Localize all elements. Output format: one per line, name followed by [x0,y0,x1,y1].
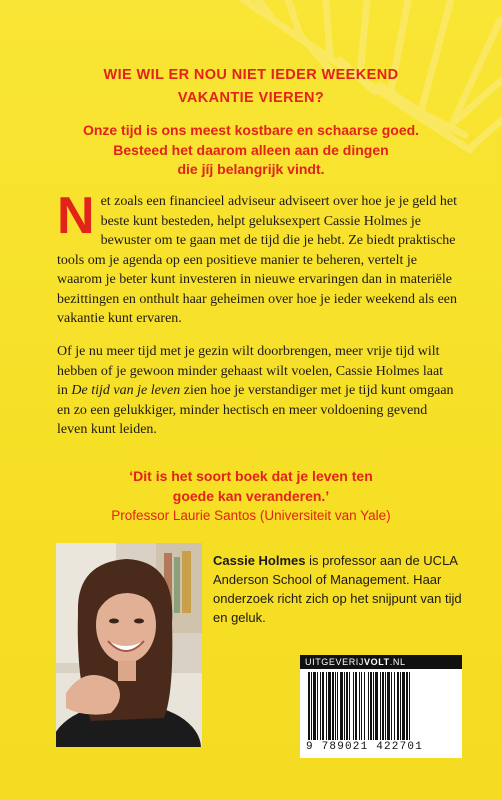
body-paragraph-1-text: et zoals een financieel adviseur adviseert over hoe je je geld het beste kunt besteden, helpt geluksexpert Cassie Holmes je bewuster om te gaan met de tijd die je hebt. Ze biedt praktische tools om je agenda op een positieve manier te beheren, vertelt je waarom je beter kunt investeren in nieuwe ervaringen dan in materiële bezittingen en onthult haar geheimen over hoe je ieder weekend als een vakantie kunt ervaren. [57,194,458,326]
publisher-prefix: UITGEVERIJ [305,657,365,667]
barcode-bar [361,672,362,740]
barcode-bar [370,672,372,740]
barcode-bar [402,672,405,740]
barcode-bar [400,672,401,740]
isbn-barcode [306,672,456,740]
barcode-bar [359,672,360,740]
intro-line-2: Besteed het daarom alleen aan de dingen [113,141,389,158]
barcode-bar [397,672,399,740]
author-bio [213,551,463,627]
barcode-bar [409,672,410,740]
barcode-bar [380,672,381,740]
author-photo [56,543,202,747]
intro-line-1: Onze tijd is ons meest kostbare en schaarse goed. [82,122,420,138]
barcode-bar [353,672,354,740]
barcode-bar [340,672,343,740]
barcode-bar [391,672,392,740]
barcode-bar [332,672,334,740]
barcode-bar [364,672,365,740]
body-paragraph-1 [57,187,458,329]
publisher-banner [300,655,462,669]
barcode-bar [385,672,386,740]
drop-cap: N [57,187,95,245]
blurb-quote-line-2: goede kan veranderen.’ [172,487,330,504]
barcode-bar [313,672,316,740]
book-title-italic: De tijd van je leven [71,383,181,398]
headline [40,64,462,110]
barcode-bar [375,672,378,740]
barcode-bar [322,672,324,740]
headline-line-2: VAKANTIE VIEREN? [177,90,325,106]
barcode-bar [368,672,369,740]
author-name: Cassie Holmes [213,553,306,568]
publisher-suffix: .NL [389,657,406,667]
barcode-bar [382,672,384,740]
intro-line-3: die jíj belangrijk vindt. [177,161,325,177]
barcode-bar [406,672,408,740]
barcode-bar [344,672,345,740]
barcode-bar [335,672,336,740]
barcode-bar [387,672,390,740]
barcode-bar [317,672,318,740]
barcode-bar [337,672,338,740]
body-paragraph-2-text-a: Of je nu meer tijd met je gezin wilt doorbrengen, meer vrije tijd wilt hebben of je gewoon minder gehaast wilt voelen, Cassie Holmes laat in [57,344,444,398]
blurb-attribution: Professor Laurie Santos (Universiteit van Yale) [111,508,391,523]
body-paragraph-2 [57,342,457,440]
intro-text [40,121,462,180]
barcode-bar [394,672,395,740]
body-paragraph-2-text-b: zien hoe je verstandiger met je tijd kunt omgaan en zo een gelukkiger, minder hectisch en meer voldoening gevend leven kunt leiden. [57,383,454,437]
author-bio-text: is professor aan de UCLA Anderson School of Management. Haar onderzoek richt zich op het snijpunt van tijd en geluk. [213,553,462,625]
barcode-bar [320,672,321,740]
author-portrait-illustration [56,543,202,747]
blurb-quote [40,467,462,506]
publisher-name: VOLT [364,657,390,667]
barcode-bar [349,672,350,740]
barcode-bar [346,672,348,740]
barcode-bar [326,672,327,740]
barcode-box [300,655,462,758]
headline-line-1: WIE WIL ER NOU NIET IEDER WEEKEND [103,67,399,83]
barcode-bar [328,672,331,740]
blurb-quote-line-1: ‘Dit is het soort boek dat je leven ten [129,468,373,484]
barcode-bar [355,672,357,740]
barcode-bar [311,672,312,740]
barcode-bar [308,672,310,740]
isbn-digits: 9 789021 422701 [306,741,424,753]
barcode-bar [373,672,374,740]
